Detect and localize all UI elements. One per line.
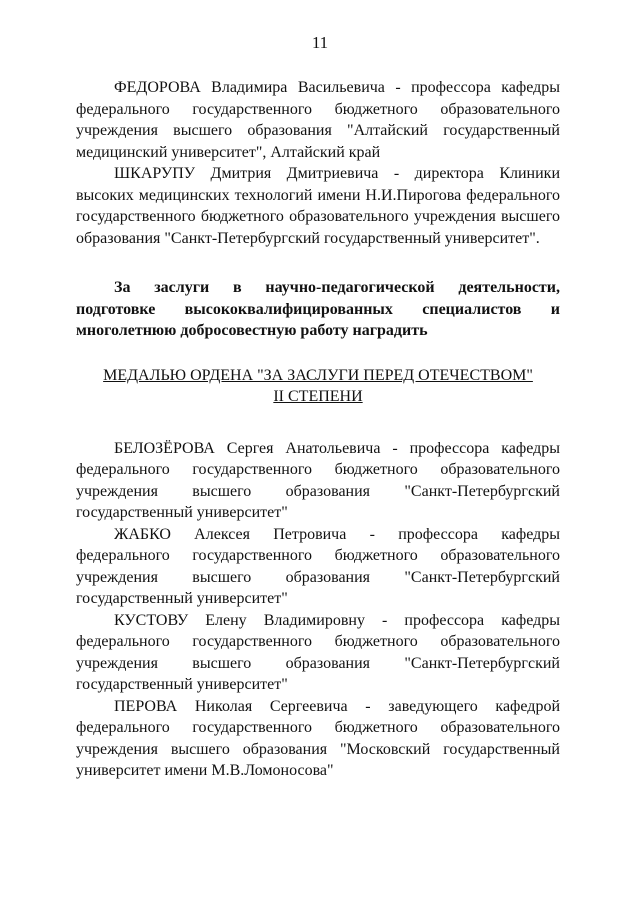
medal-heading xyxy=(76,365,560,408)
medal-heading-line: II СТЕПЕНИ xyxy=(273,388,363,405)
document-body xyxy=(76,77,560,782)
award-paragraph: КУСТОВУ Елену Владимировну - профессора кафедры федерального государственного бюджетного образовательного учреждения высшего образования "Санкт-Петербургский государственный университет" xyxy=(76,611,560,693)
decree-text: За заслуги в научно-педагогической деятельности, подготовке высококвалифицированных специалистов и многолетнюю добросовестную работу наградить xyxy=(76,279,560,339)
award-paragraph: ЖАБКО Алексея Петровича - профессора кафедры федерального государственного бюджетного образовательного учреждения высшего образования "Санкт-Петербургский государственный университет" xyxy=(76,525,560,607)
medal-heading-line: МЕДАЛЬЮ ОРДЕНА "ЗА ЗАСЛУГИ ПЕРЕД ОТЕЧЕСТВОМ" xyxy=(103,366,533,384)
page-number: 11 xyxy=(311,33,329,52)
award-paragraph: ШКАРУПУ Дмитрия Дмитриевича - директора Клиники высоких медицинских технологий имени Н.И.Пирогова федерального государственного бюджетного образовательного учреждения высшего образования "Санкт-Петербургский государственный университет". xyxy=(76,165,560,247)
award-paragraph: ФЕДОРОВА Владимира Васильевича - профессора кафедры федерального государственного бюджетного образовательного учреждения высшего образования "Алтайский государственный медицинский университет", Алтайский край xyxy=(76,79,560,161)
award-paragraph: ПЕРОВА Николая Сергеевича - заведующего кафедрой федерального государственного бюджетного образовательного учреждения высшего образования "Московский государственный университет имени М.В.Ломоносова" xyxy=(76,697,560,779)
award-paragraph: БЕЛОЗЁРОВА Сергея Анатольевича - профессора кафедры федерального государственного бюджетного образовательного учреждения высшего образования "Санкт-Петербургский государственный университет" xyxy=(76,439,560,521)
